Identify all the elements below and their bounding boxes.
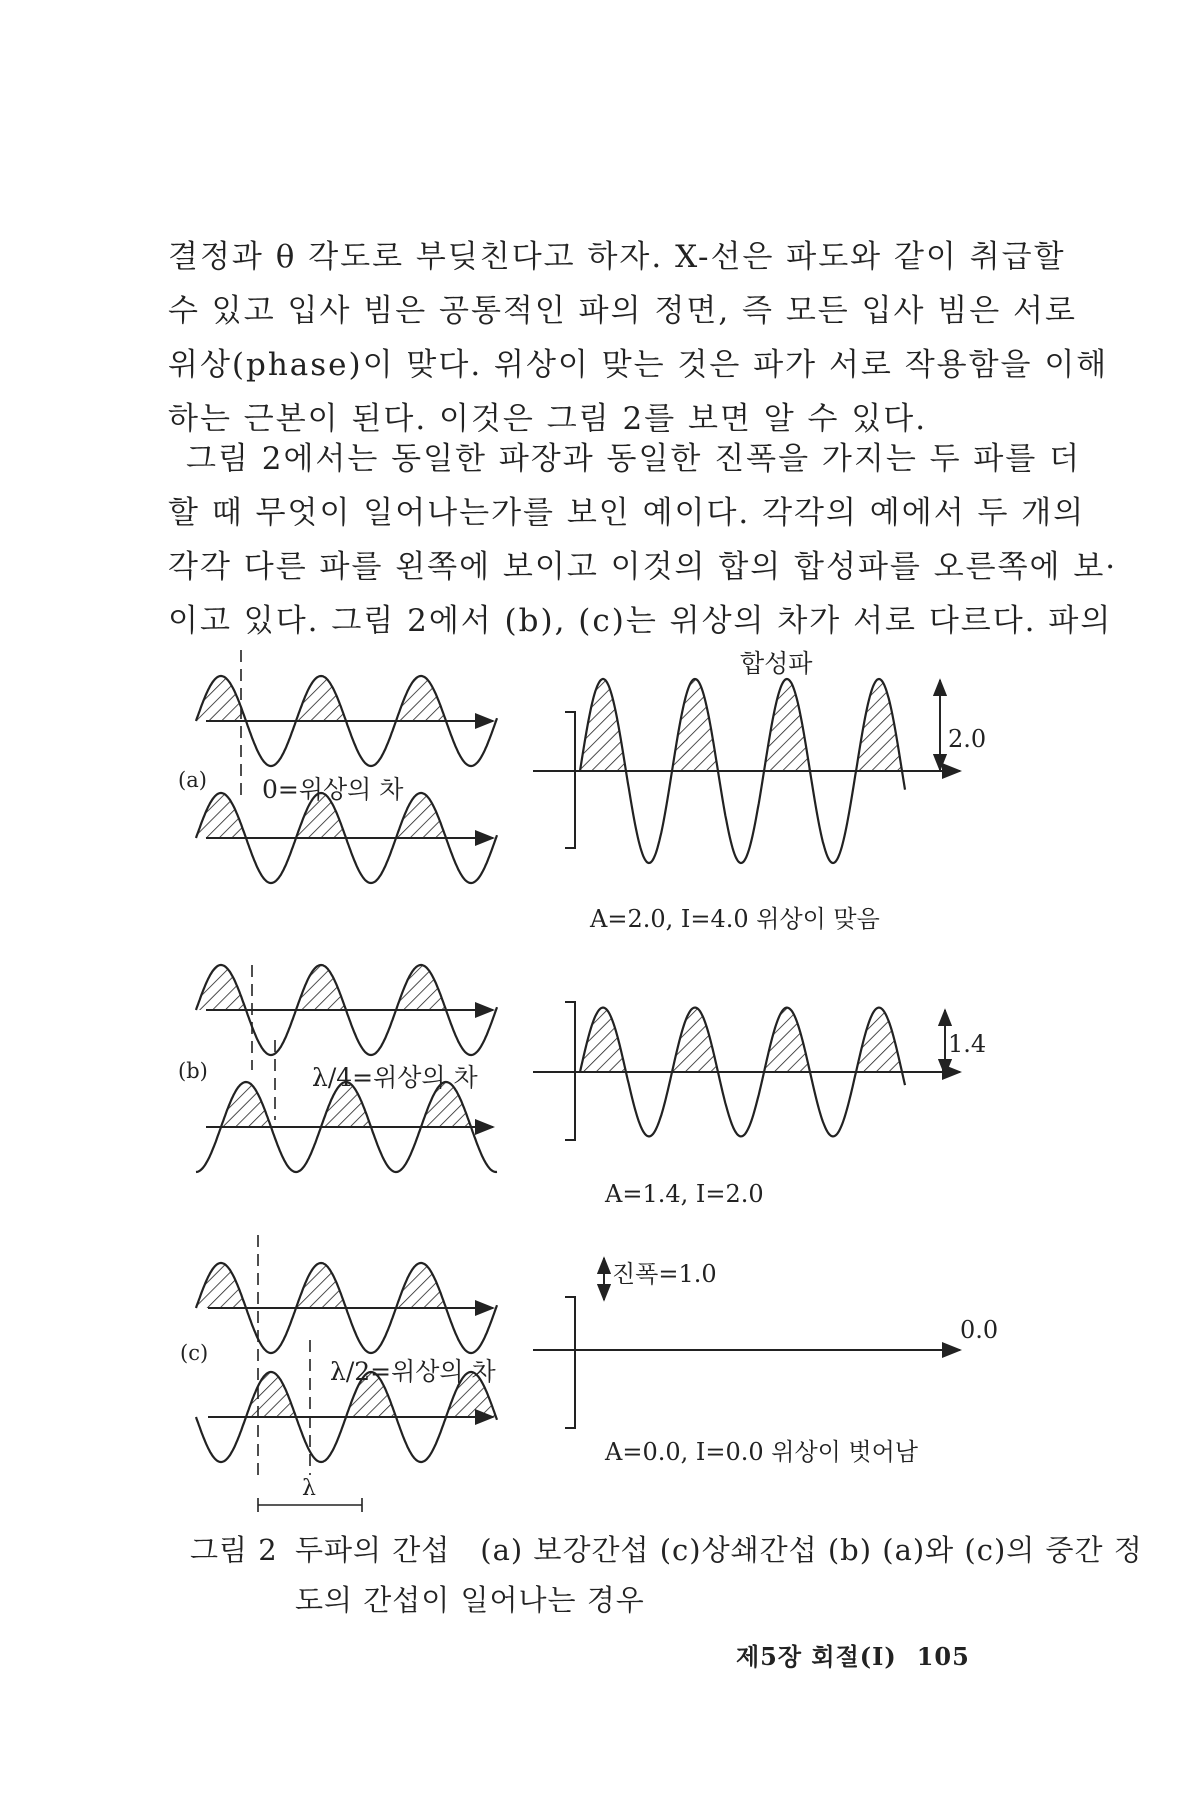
- text-line: 하는 근본이 된다. 이것은 그림 2를 보면 알 수 있다.: [168, 401, 928, 437]
- panel-c-amplitude-label: 0.0: [960, 1316, 999, 1344]
- panel-c-phase-label: λ/2=위상의 차: [330, 1357, 496, 1386]
- caption-text-line-1: (a) 보강간섭 (c)상쇄간섭 (b) (a)와 (c)의 중간 정: [480, 1533, 1143, 1567]
- panel-a-bracket: [565, 712, 575, 848]
- panel-c-result-label: A=0.0, I=0.0 위상이 벗어남: [605, 1438, 918, 1466]
- text-line: 각각 다른 파를 왼쪽에 보이고 이것의 합의 합성파를 오른쪽에 보·: [168, 549, 1118, 585]
- text-line: 할 때 무엇이 일어나는가를 보인 예이다. 각각의 예에서 두 개의: [168, 495, 1086, 531]
- panel-a-label: (a): [178, 768, 207, 792]
- panel-a-phase-label: 0=위상의 차: [262, 775, 404, 804]
- text-line: 위상(phase)이 맞다. 위상이 맞는 것은 파가 서로 작용함을 이해: [168, 347, 1109, 383]
- chapter-title: 제5장 회절(Ⅰ): [736, 1642, 897, 1671]
- page-footer: [736, 1637, 970, 1672]
- panel-b-amplitude-label: 1.4: [948, 1030, 987, 1058]
- panel-b-phase-label: λ/4=위상의 차: [312, 1063, 478, 1092]
- panel-c-bracket: [565, 1297, 575, 1428]
- text-line: 이고 있다. 그림 2에서 (b), (c)는 위상의 차가 서로 다르다. 파의: [168, 603, 1113, 639]
- caption-text-line-2: 도의 간섭이 일어나는 경우: [295, 1583, 645, 1617]
- panel-a-result-hatch: [580, 679, 902, 771]
- panel-c-wave-1-hatch: [196, 1263, 497, 1308]
- text-line: 수 있고 입사 빔은 공통적인 파의 정면, 즉 모든 입사 빔은 서로: [168, 293, 1077, 329]
- panel-c-amplitude-top-label: 진폭=1.0: [612, 1260, 717, 1288]
- caption-label: 그림 2: [190, 1533, 278, 1567]
- figure-caption: [190, 1525, 1143, 1625]
- text-line: 결정과 θ 각도로 부딪친다고 하자. X-선은 파도와 같이 취급할: [168, 239, 1066, 275]
- wavelength-label: λ: [302, 1476, 316, 1501]
- caption-title: 두파의 간섭: [295, 1533, 451, 1567]
- panel-a-amplitude-label: 2.0: [948, 725, 987, 753]
- panel-c-label: (c): [180, 1341, 209, 1365]
- panel-b-wave-1-hatch: [196, 965, 497, 1010]
- panel-a-result-label: A=2.0, I=4.0 위상이 맞음: [590, 905, 880, 933]
- panel-b-result-label: A=1.4, I=2.0: [605, 1180, 764, 1208]
- panel-b-label: (b): [178, 1059, 208, 1083]
- text-line: 그림 2에서는 동일한 파장과 동일한 진폭을 가지는 두 파를 더: [186, 441, 1082, 477]
- panel-b-result-hatch: [580, 1008, 902, 1072]
- resultant-wave-header: 합성파: [740, 649, 813, 678]
- page-number: 105: [916, 1642, 970, 1671]
